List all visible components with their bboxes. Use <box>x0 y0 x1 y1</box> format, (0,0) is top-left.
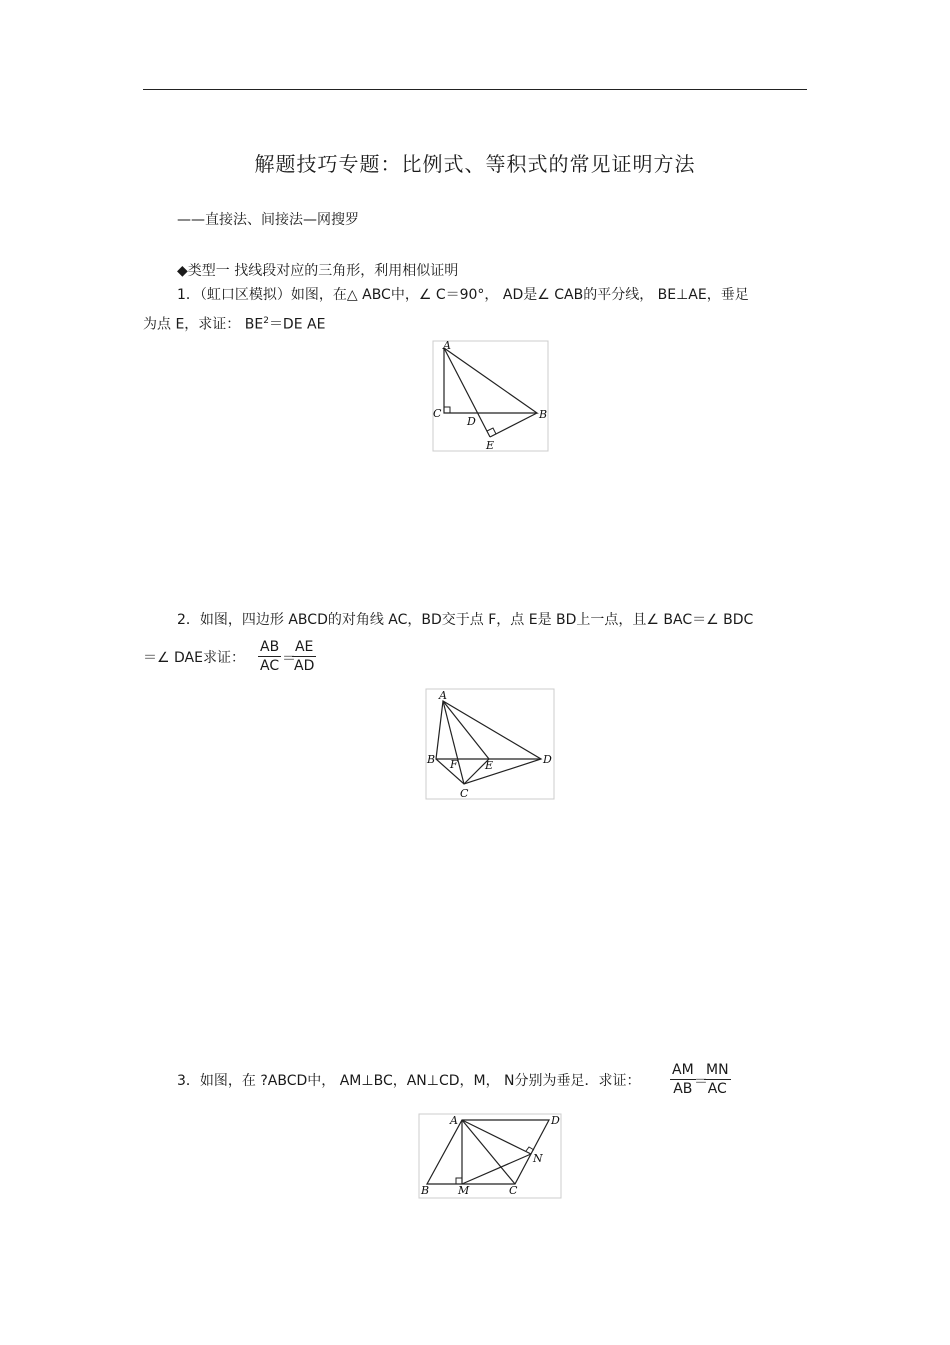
q1-line-be <box>490 413 537 437</box>
q3-label-a: A <box>450 1114 458 1127</box>
header-rule <box>143 89 807 90</box>
q2-frac-left-den: AC <box>260 658 280 674</box>
q1-right-angle-c <box>444 407 450 413</box>
q3-label-c: C <box>509 1184 518 1197</box>
q3-label-b: B <box>421 1184 430 1197</box>
subtitle: ——直接法、间接法—网搜罗 <box>177 212 359 228</box>
q3-frac-left-num: AM <box>672 1062 694 1078</box>
q2-label-b: B <box>427 753 436 766</box>
type-heading: ◆类型一 找线段对应的三角形，利用相似证明 <box>177 263 459 279</box>
q2-frame <box>426 689 554 799</box>
q2-figure <box>426 689 554 799</box>
q1-label-a: A <box>443 339 451 352</box>
q3-frac-left-den: AB <box>673 1081 693 1097</box>
q2-line2: ＝∠ DAE求证： <box>143 650 245 666</box>
q2-equals: ＝ <box>282 651 296 667</box>
q2-frac-right-num: AE <box>292 638 316 657</box>
q3-line-mn <box>462 1154 531 1184</box>
q3-line-ac <box>462 1120 515 1184</box>
q3-fraction-right <box>704 1061 731 1098</box>
q2-frac-left-num: AB <box>260 639 280 655</box>
q2-line1: 2．如图，四边形 ABCD的对角线 AC，BD交于点 F，点 E是 BD上一点，且∠ BAC＝∠ BDC <box>177 612 754 628</box>
q2-fraction-left <box>258 638 281 675</box>
q3-figure <box>419 1114 561 1198</box>
q1-label-d: D <box>467 415 476 428</box>
q3-equals: ＝ <box>694 1074 708 1090</box>
q2-fraction-right <box>292 638 316 675</box>
q3-label-m: M <box>458 1184 470 1197</box>
q1-triangle-abc <box>444 348 537 413</box>
q1-label-c: C <box>433 407 442 420</box>
q2-label-f: F <box>450 758 458 771</box>
q3-label-d: D <box>551 1114 560 1127</box>
q2-label-e: E <box>485 759 494 772</box>
q1-figure <box>433 341 548 451</box>
q2-label-c: C <box>460 787 469 800</box>
q1-line2-pre: 为点 E，求证： BE <box>143 316 264 333</box>
q3-frac-right-num: MN <box>706 1062 729 1078</box>
q2-label-d: D <box>543 753 552 766</box>
page-title: 解题技巧专题：比例式、等积式的常见证明方法 <box>254 152 696 176</box>
q1-line2-post: ＝DE AE <box>268 316 326 333</box>
q1-label-b: B <box>539 408 548 421</box>
q2-frac-right-den: AD <box>294 658 315 674</box>
q3-frac-right-den: AC <box>707 1081 727 1097</box>
q1-label-e: E <box>486 439 495 452</box>
q3-line-an <box>462 1120 531 1154</box>
q3-label-n: N <box>533 1152 543 1165</box>
q1-line1: 1．（虹口区模拟）如图，在△ ABC中，∠ C＝90°， AD是∠ CAB的平分线， BE⊥AE，垂足 <box>177 287 749 303</box>
q1-line2 <box>143 311 325 335</box>
q1-line2-sup: 2 <box>263 316 269 326</box>
q3-line1: 3．如图，在 ?ABCD中， AM⊥BC，AN⊥CD，M， N分别为垂足．求证： <box>177 1073 641 1089</box>
q3-fraction-left <box>670 1061 696 1098</box>
q1-frame <box>433 341 548 451</box>
q2-label-a: A <box>439 689 447 702</box>
